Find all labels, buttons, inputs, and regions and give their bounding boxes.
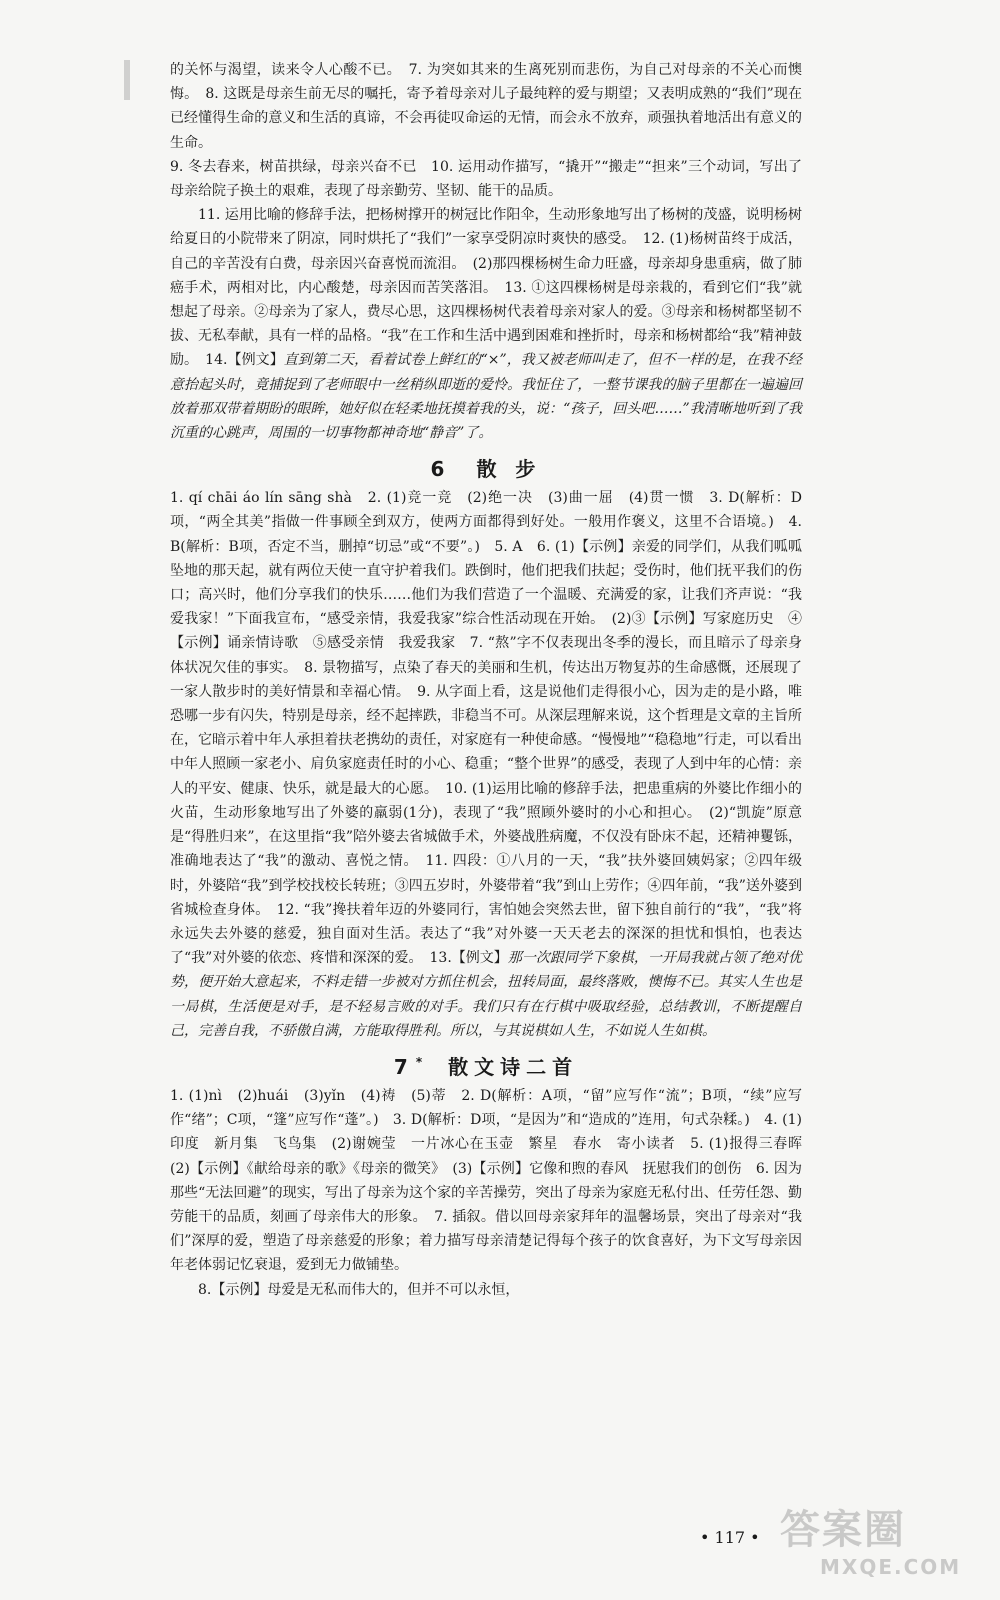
example-essay-text: 那一次跟同学下象棋，一开局我就占领了绝对优势，便开始大意起来，不料走错一步被对方抓住机会，扭转局面，最终落败，懊悔不已。其实人生也是一局棋，生活便是对手，是不轻易言败的对手。我们只有在行棋中吸取经验，总结教训，不断提醒自己，完善自我，不骄傲自满，方能取得胜利。所以，与其说棋如人生，不如说人生如棋。 bbox=[170, 950, 802, 1039]
section-name: 散文诗二首 bbox=[448, 1054, 579, 1079]
section-number: 6 bbox=[430, 457, 451, 482]
answer-paragraph: 1. (1)nì (2)huái (3)yǐn (4)祷 (5)蒂 2. D(解析：A项，“留”应写作“流”；B项，“续”应写作“绪”；C项，“篷”应写作“蓬”。) 3. D(解析：D项，“是因为”和“造成的”连用，句式杂糅。) 4. (1)印度 新月集 飞鸟集 (2)谢婉莹 一片冰心在玉壶 繁星 春水 寄小读者 5. (1)报得三春晖 (2)【示例】《献给母亲的歌》《母亲的微笑》 (3)【示例】它像和煦的春风 抚慰我们的创伤 6. 因为那些“无法回避”的现实，写出了母亲为这个家的辛苦操劳，突出了母亲为家庭无私付出、任劳任怨、勤劳能干的品质，刻画了母亲伟大的形象。 7. 插叙。借以回母亲家拜年的温馨场景，突出了母亲对“我们”深厚的爱，塑造了母亲慈爱的形象；着力描写母亲清楚记得每个孩子的饮食喜好，为下文写母亲因年老体弱记忆衰退，爱到无力做铺垫。 bbox=[170, 1087, 816, 1274]
answer-paragraph: 的关怀与渴望，读来令人心酸不已。 7. 为突如其来的生离死别而悲伤，为自己对母亲的不关心而懊悔。 8. 这既是母亲生前无尽的嘱托，寄予着母亲对儿子最纯粹的爱与期望；又表明成熟的“我们”现在已经懂得生命的意义和生活的真谛，不会再徒叹命运的无情，而会永不放弃，顽强执着地活出有意义的生命。 bbox=[170, 62, 802, 151]
answer-paragraph: 9. 冬去春来，树苗拱绿，母亲兴奋不已 10. 运用动作描写，“撬开”“搬走”“担来”三个动词，写出了母亲给院子换土的艰难，表现了母亲勤劳、坚韧、能干的品质。 bbox=[170, 158, 802, 200]
answer-page bbox=[170, 58, 816, 1302]
section-title-6 bbox=[170, 453, 802, 482]
scan-edge-mark bbox=[124, 60, 130, 100]
section-number: 7 bbox=[393, 1054, 414, 1079]
watermark-cn: 答案圈 bbox=[780, 1507, 906, 1553]
watermark-en: MXQE.COM bbox=[820, 1555, 962, 1579]
answer-text: 1. qí chāi áo lín sāng shà 2. (1)竞一竞 (2)绝一决 (3)曲一屈 (4)贯一惯 3. D(解析：D项，“两全其美”指做一件事顾全到双方，使两方面都得到好处。一般用作褒义，这里不合语境。) 4. B(解析：B项，否定不当，删掉“切忌”或“不要”。) 5. A 6. (1)【示例】亲爱的同学们，从我们呱呱坠地的那天起，就有两位天使一直守护着我们。跌倒时，他们把我们扶起；受伤时，他们抚平我们的伤口；高兴时，他们分享我们的快乐……他们为我们营造了一个温暖、充满爱的家，让我们齐声说：“我爱我家！”下面我宣布，“感受亲情，我爱我家”综合性活动现在开始。 (2)③【示例】写家庭历史 ④【示例】诵亲情诗歌 ⑤感受亲情 我爱我家 7. “熬”字不仅表现出冬季的漫长，而且暗示了母亲身体状况欠佳的事实。 8. 景物描写，点染了春天的美丽和生机，传达出万物复苏的生命感慨，还展现了一家人散步时的美好情景和幸福心情。 9. 从字面上看，这是说他们走得很小心，因为走的是小路，唯恐哪一步有闪失，特别是母亲，经不起摔跌，非稳当不可。从深层理解来说，这个哲理是文章的主旨所在，它暗示着中年人承担着扶老携幼的责任，对家庭有一种使命感。“慢慢地”“稳稳地”行走，可以看出中年人照顾一家老小、肩负家庭责任时的小心、稳重；“整个世界”的感受，表现了人到中年的心情：亲人的平安、健康、快乐，就是最大的心愿。 10. (1)运用比喻的修辞手法，把患重病的外婆比作细小的火苗，生动形象地写出了外婆的羸弱(1分)，表现了“我”照顾外婆时的小心和担心。 (2)“凯旋”原意是“得胜归来”，在这里指“我”陪外婆去省城做手术，外婆战胜病魔，不仅没有卧床不起，还精神矍铄，准确地表达了“我”的激动、喜悦之情。 11. 四段：①八月的一天，“我”扶外婆回姨妈家；②四年级时，外婆陪“我”到学校找校长转班；③四五岁时，外婆带着“我”到山上劳作；④四年前，“我”送外婆到省城检查身体。 12. “我”搀扶着年迈的外婆同行，害怕她会突然去世，留下独自前行的“我”，“我”将永远失去外婆的慈爱，独自面对生活。表达了“我”对外婆一天天老去的深深的担忧和惧怕，也表达了“我”对外婆的依恋、疼惜和深深的爱。 13.【例文】 bbox=[170, 490, 802, 967]
section-name: 散 步 bbox=[476, 457, 542, 482]
answer-text: 11. 运用比喻的修辞手法，把杨树撑开的树冠比作阳伞，生动形象地写出了杨树的茂盛，说明杨树给夏日的小院带来了阴凉，同时烘托了“我们”一家享受阴凉时爽快的感受。 12. (1)杨树苗终于成活，自己的辛苦没有白费，母亲因兴奋喜悦而流泪。 (2)那四棵杨树生命力旺盛，母亲却身患重病，做了肺癌手术，两相对比，内心酸楚，母亲因而苦笑落泪。 13. ①这四棵杨树是母亲栽的，看到它们“我”就想起了母亲。②母亲为了家人，费尽心思，这四棵杨树代表着母亲对家人的爱。③母亲和杨树都坚韧不拔、无私奉献，具有一样的品格。“我”在工作和生活中遇到困难和挫折时，母亲和杨树都给“我”精神鼓励。 14.【例文】 bbox=[170, 207, 802, 369]
section-title-7 bbox=[170, 1051, 802, 1080]
section-mark: * bbox=[415, 1055, 423, 1070]
watermark-logo bbox=[780, 1498, 980, 1588]
page-number: • 117 • bbox=[700, 1528, 760, 1547]
example-essay-text: 直到第二天，看着试卷上鲜红的“×”，我又被老师叫走了，但不一样的是，在我不经意抬起头时，竟捕捉到了老师眼中一丝稍纵即逝的爱怜。我怔住了，一整节课我的脑子里都在一遍遍回放着那双带着期盼的眼眸，她好似在轻柔地抚摸着我的头，说：“孩子，回头吧……”我清晰地听到了我沉重的心跳声，周围的一切事物都神奇地“静音”了。 bbox=[170, 352, 802, 442]
answer-paragraph: 8.【示例】母爱是无私而伟大的，但并不可以永恒， bbox=[198, 1281, 520, 1298]
answer-paragraph bbox=[170, 486, 802, 1043]
answer-paragraph bbox=[170, 203, 802, 445]
